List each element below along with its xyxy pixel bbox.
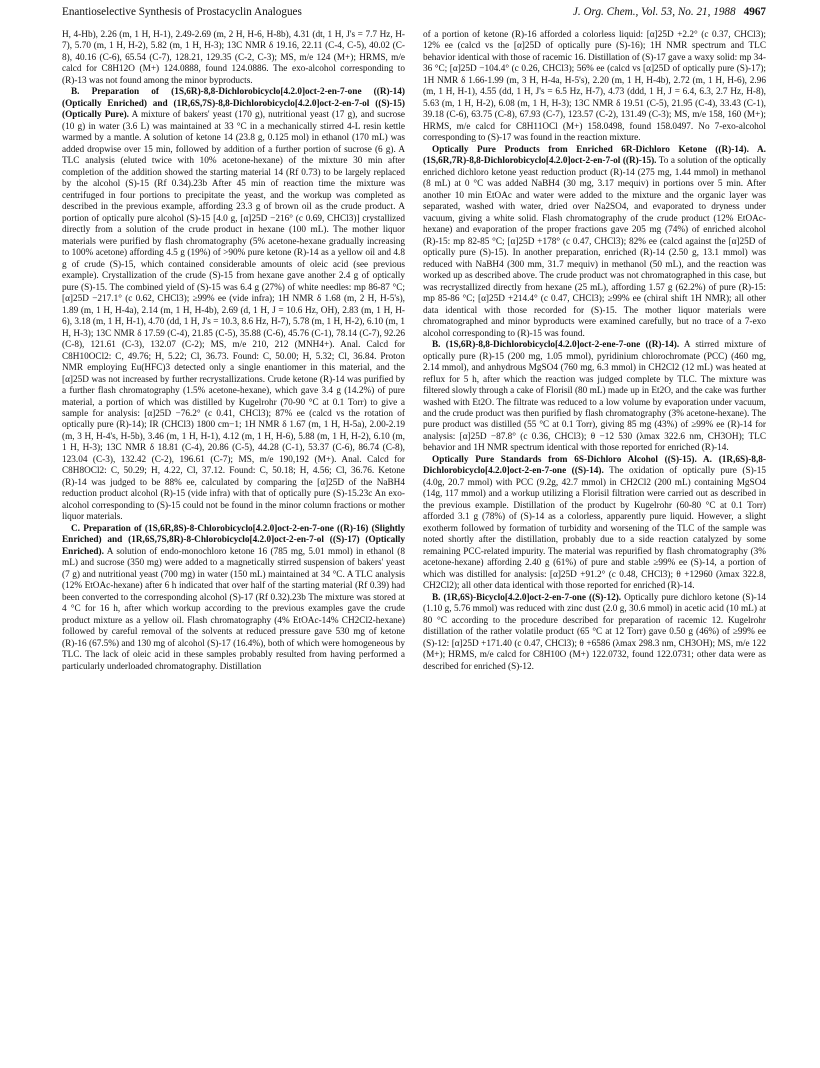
paragraph-text: of a portion of ketone (R)-16 afforded a colorless liquid: [α]25D +2.2° (c 0.37, CHCl3); 12% ee (calcd vs the [α]25D of optically pure (S)-16); 1H NMR spectrum and TLC behavior identical with those of racemic 16. Distillation of (S)-17 gave a waxy solid: mp 34-36 °C; [α]25D −104.4° (c 0.26, CHCl3); 56% ee (calcd vs [α]25D of optically pure (S)-17); 1H NMR δ 1.66-1.99 (m, 3 H, H-4a, H-5's), 2.20 (m, 1 H, H-4b), 2.72 (m, 1 H, H-6), 2.96 (m, 1 H, H-1), 4.55 (dd, 1 H, J's = 6.5 Hz, H-7), 4.73 (ddd, 1 H, J = 6.4, 6.3, 2.7 Hz, H-8), 5.63 (m, 1 H, H-2), 6.08 (m, 1 H, H-3); 13C NMR δ 19.51 (C-5), 21.95 (C-4), 33.43 (C-1), 39.18 (C-6), 63.75 (C-8), 67.93 (C-7), 123.57 (C-2), 131.49 (C-3); MS, m/e 158, 160 (M+); HRMS, m/e calcd for C8H11OCl (M+) 158.0498, found 158.0497. No 7-exo-alcohol corresponding to (S)-17 was found in the reaction mixture. [423,30,766,144]
paragraph-text: Optically pure dichloro ketone (S)-14 (1.10 g, 5.76 mmol) was reduced with zinc dust (2.0 g, 30.6 mmol) in acetic acid (10 mL) at 80 °C according to the procedure described for preparation of racemic 12. Kugelrohr distillation of the rather volatile product (65 °C at 12 Torr) gave 0.50 g (46%) of ≥99% ee (S)-12: [α]25D +171.40 (c 0.47, CHCl3); θ +6586 (λmax 298.3 nm, CH3OH); MS, m/e 122 (M+); HRMS, m/e calcd for C8H10O (M+) 122.0732, found 122.0731; other data were as described for enriched (S)-12. [423,592,766,672]
paragraph [423,340,766,455]
paragraph [423,593,766,673]
paragraph [423,455,766,593]
left-column [62,30,405,1060]
journal-reference: J. Org. Chem., Vol. 53, No. 21, 1988 [572,6,736,18]
paragraph-text: A mixture of bakers' yeast (170 g), nutritional yeast (17 g), and sucrose (10 g) in water (3.6 L) was maintained at 33 °C in a mechanically stirred 4-L resin kettle warmed by a mantle. A solution of ketone 14 (23.8 g, 0.125 mol) in ethanol (170 mL) was added dropwise over 15 min, followed by addition of a further portion of sucrose (6 g). A TLC analysis (eluted twice with 10% acetone-hexane) of the mixture 30 min after completion of the addition showed the starting material 14 (Rf 0.73) to be largely replaced by the alcohol (S)-15 (Rf 0.34).23b After 45 min of reaction time the mixture was centrifuged in four portions to precipitate the yeast, and the workup was completed as described in the previous example, affording 23.3 g of brown oil as the crude product. A portion of optically pure alcohol (S)-15 [4.0 g, [α]25D −216° (c 0.69, CHCl3)] crystallized directly from a solution of the crude product in hexane (100 mL). The mother liquor materials were purified by flash chromatography (5% acetone-hexane gradually increasing to 100% acetone) affording 4.5 g (19%) of >90% pure ketone (R)-14 as a yellow oil and 4.8 g of crude (S)-15, which contained considerable amounts of oleic acid (see previous example). Crystallization of the crude (S)-15 from hexane gave another 2.4 g of optically pure (S)-15. The combined yield of (S)-15 was 6.4 g (27%) of white needles: mp 86-87 °C; [α]25D −217.1° (c 0.62, CHCl3); ≥99% ee (vide infra); 1H NMR δ 1.68 (m, 2 H, H-5's), 1.89 (m, 1 H, H-4a), 2.14 (m, 1 H, H-4b), 2.69 (d, 1 H, J = 10.6 Hz, OH), 2.83 (m, 1 H, H-6), 3.18 (m, 1 H, H-1), 4.70 (dd, 1 H, J's = 10.3, 8.6 Hz, H-7), 5.78 (m, 1 H, H-2), 6.10 (m, 1 H, H-3); 13C NMR δ 17.59 (C-4), 21.85 (C-5), 35.88 (C-6), 45.76 (C-1), 78.14 (C-7), 92.26 (C-8), 121.61 (C-3), 132.07 (C-2); MS, m/e 210, 212 (MNH4+). Anal. Calcd for C8H10OCl2: C, 49.76; H, 5.22; Cl, 36.73. Found: C, 50.00; H, 5.32; Cl, 36.84. Proton NMR employing Eu(HFC)3 detected only a single enantiomer in this material, and the [α]25D was not increased by further recrystallizations. Crude ketone (R)-14 was purified by a further flash chromatography (1.5% acetone-hexane), which gave 3.4 g (14.2%) of pure material, a portion of which was distilled by Kugelrohr (70-90 °C at 0.1 Torr) to give a sample for analysis: [α]25D −76.2° (c 0.41, CHCl3); 87% ee (calcd vs the rotation of optically pure (R)-14); IR (CHCl3) 1800 cm−1; 1H NMR δ 1.67 (m, 1 H, H-5a), 2.00-2.19 (m, 3 H, H-4's, H-5b), 3.46 (m, 1 H, H-1), 4.12 (m, 1 H, H-6), 5.88 (m, 1 H, H-2), 6.10 (m, 1 H, H-3); 13C NMR δ 18.81 (C-4), 20.86 (C-5), 44.28 (C-1), 53.37 (C-6), 86.74 (C-8), 123.04 (C-3), 132.42 (C-2), 196.61 (C-7); MS, m/e 190,192 (M+). Anal. Calcd for C8H8OCl2: C, 50.29; H, 4.22, Cl, 37.12. Found: C, 50.18; H, 4.56; Cl, 36.76. Ketone (R)-14 was judged to be 88% ee, calculated by comparing the [α]25D of the NaBH4 reduction product alcohol (R)-15 (vide infra) with that of optically pure (S)-15.23c An exo-alcohol corresponding to (S)-15 could not be found in the minor column fractions or mother liquor materials. [62,110,405,523]
right-column [423,30,766,1060]
paragraph [423,30,766,145]
running-header [62,6,766,24]
paragraph [423,145,766,340]
running-title: Enantioselective Synthesis of Prostacyclin Analogues [62,6,302,18]
paragraph-text: H, 4-Hb), 2.26 (m, 1 H, H-1), 2.49-2.69 (m, 2 H, H-6, H-8b), 4.31 (dt, 1 H, J's = 7.7 Hz, H-7), 5.70 (m, 1 H, H-2), 5.82 (m, 1 H, H-3); 13C NMR δ 19.16, 22.11 (C-4, C-5), 40.02 (C-8), 40.16 (C-6), 65.54 (C-7), 128.21, 129.35 (C-2, C-3); MS, m/e 124 (M+); HRMS, m/e calcd for C8H12O (M+) 124.0888, found 124.0886. The exo-alcohol corresponding to (R)-13 was not found among the minor byproducts. [62,30,405,86]
section-heading: B. Preparation of (1S,6R)-8,8-Dichlorobicyclo[4.2.0]oct-2-en-7-one ((R)-14) (Optically Enriched) and (1R,6S,7S)-8,8-Dichlorobicyclo[4.2.0]oct-2-en-7-ol ((S)-15) (Optically Pure). [62,87,405,121]
section-heading: C. Preparation of (1S,6R,8S)-8-Chlorobicyclo[4.2.0]oct-2-en-7-one ((R)-16) (Slightly Enriched) and (1R,6S,7S,8R)-8-Chlorobicyclo[4.2.0]oct-2-en-7-ol ((S)-17) (Optically Enriched). [62,523,405,557]
page-number: 4967 [743,6,766,18]
section-heading: B. (1R,6S)-Bicyclo[4.2.0]oct-2-en-7-one ((S)-12). [432,592,622,603]
journal-citation [573,6,766,18]
paragraph-text: A stirred mixture of optically pure (R)-15 (200 mg, 1.05 mmol), pyridinium chlorochromate (PCC) (460 mg, 2.14 mmol), and anhydrous MgSO4 (760 mg, 6.3 mmol) in CH2Cl2 (12 mL) was heated at reflux for 5 h, after which the reaction was judged complete by TLC. The mixture was filtered slowly through a cake of Florisil (80 mL) made up in Et2O, and the cake was further washed with Et2O. The filtrate was reduced to a low volume by evaporation under vacuum, and the crude product was then purified by flash chromatography (3% acetone-hexane). The pure product was distilled (55 °C at 0.1 Torr), giving 85 mg (43%) of ≥99% ee (R)-14 for analysis: [α]25D −87.8° (c 0.36, CHCl3); θ −12 530 (λmax 322.6 nm, CH3OH); TLC behavior and 1H NMR spectrum identical with those reported for enriched (R)-14. [423,340,766,454]
paragraph [62,524,405,673]
paragraph-text: A solution of endo-monochloro ketone 16 (785 mg, 5.01 mmol) in ethanol (8 mL) and sucrose (350 mg) were added to a magnetically stirred suspension of bakers' yeast (7 g) and nutritional yeast (700 mg) in water (150 mL) maintained at 34 °C. A TLC analysis (12% EtOAc-hexane) after 6 h indicated that over half of the starting material (Rf 0.39) had been converted to the corresponding alcohol (S)-17 (Rf 0.32).23b The mixture was stored at 4 °C for 16 h, after which workup according to the previous examples gave the crude product mixture as a yellow oil. Flash chromatography (4% EtOAc-14% CH2Cl2-hexane) followed by careful removal of the solvents at reduced pressure gave 530 mg of ketone (R)-16 (67.5%) and 130 mg of alcohol (S)-17 (16.4%), both of which were homogeneous by TLC. The lack of oleic acid in these samples probably resulted from having performed a particularly underloaded chromatography. Distillation [62,546,405,672]
section-heading: Optically Pure Standards from 6S-Dichloro Alcohol ((S)-15). A. (1R,6S)-8,8-Dichlorobicyclo[4.2.0]oct-2-en-7-one ((S)-14). [423,454,766,477]
paragraph [62,30,405,87]
paragraph [62,87,405,523]
section-heading: B. (1S,6R)-8,8-Dichlorobicyclo[4.2.0]oct-2-ene-7-one ((R)-14). [432,340,680,351]
paragraph-text: The oxidation of optically pure (S)-15 (4.0g, 20.7 mmol) with PCC (9.2g, 42.7 mmol) in CH2Cl2 (200 mL) containing MgSO4 (14g, 117 mmol) and a workup utilizing a Florisil filtration were carried out as described in the previous example. Distillation of the product by Kugelrohr (60-80 °C at 0.1 Torr) afforded 3.1 g (78%) of (S)-14 as a colorless, apparently pure liquid. However, a slight exotherm followed by formation of turbidity and worsening of the TLC of the sample was noted shortly after the distillation, probably due to a side reaction catalyzed by some remaining PCC-related impurity. The material was repurified by flash chromatography (3% acetone-hexane) affording 2.40 g (61%) of pure and stable ≥99% ee (S)-14, a portion of which was distilled for analysis: [α]25D +91.2° (c 0.48, CHCl3); θ +12960 (λmax 322.8, CH2Cl2); all other data identical with those reported for enriched (R)-14. [423,466,766,592]
section-heading: Optically Pure Products from Enriched 6R-Dichloro Ketone ((R)-14). A. (1S,6R,7R)-8,8-Dichlorobicyclo[4.2.0]oct-2-en-7-ol ((R)-15). [423,144,766,167]
paragraph-text: To a solution of the optically enriched dichloro ketone yeast reduction product (R)-14 (275 mg, 1.44 mmol) in methanol (8 mL) at 0 °C was added NaBH4 (30 mg, 3.17 mequiv) in portions over 5 min. After another 10 min EtOAc and water were added to the mixture and the organic layer was separated, washed with water, dried over Na2SO4, and evaporated to dryness under vacuum, giving a white solid. Flash chromatography of the crude product (12% EtOAc-hexane) and evaporation of the proper fractions gave 205 mg (74%) of enriched alcohol (R)-15: mp 82-85 °C; [α]25D +178° (c 0.47, CHCl3); 82% ee (calcd against the [α]25D of optically pure (S)-15). In another preparation, enriched (R)-14 (2.50 g, 13.1 mmol) was reduced with NaBH4 (300 mm, 31.7 mequiv) in methanol (50 mL), and the reaction was worked up as described above. The crude product was not chromatographed in this case, but was recrystallized directly from hexane (25 mL), affording 1.57 g (62.2%) of pure (R)-15: mp 85-86 °C; [α]25D +214.4° (c 0.47, CHCl3); ≥99% ee (chiral shift 1H NMR); all other data identical with those recorded for (S)-15. The mother liquor materials were chromatographed and minor byproducts were examined carefully, but no trace of a 7-exo alcohol corresponding to (R)-15 was found. [423,156,766,339]
